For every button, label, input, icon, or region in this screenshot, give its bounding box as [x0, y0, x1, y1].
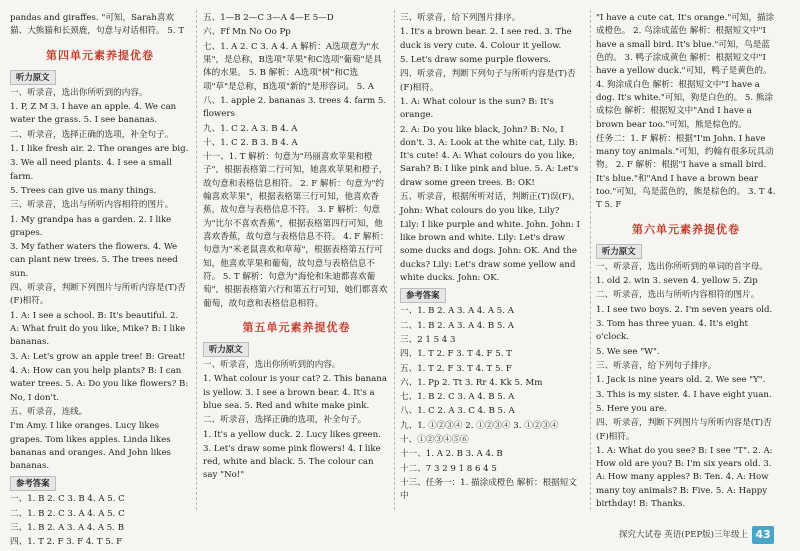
text-line: 二、听录音，选择正确的选项，补全句子。 [10, 129, 174, 140]
text-line: 3. This is my sister. 4. I have eight yuan. [596, 389, 772, 400]
text-line: 四、听录音，判断下列图片与所听内容是(T)否(F)相符。 [10, 283, 186, 307]
text-line: 四、听录音，判断下列句子与所听内容是(T)否(F)相符。 [400, 69, 576, 93]
text-line: 1. I like fresh air. 2. The oranges are big. [10, 143, 189, 154]
text-line: "I have a cute cat. It's orange."可知，描涂成橙色。 2. 鸟涂成蓝色 解析：根据短文中"I have a small bird. It's blue."可知，鸟是蓝色的。 3. 鸭子涂成黄色 解析：根据短文中"I have a yellow duck."可知，鸭子是黄色的。 4. 狗涂成白色 解析：根据短文中"I have a dog. It's white."可知，狗是白色的。 5. 熊涂成棕色 解析：根据短文中"And I have a brown bear too."可知，熊是棕色的。 [596, 13, 775, 130]
column-divider [590, 10, 591, 510]
text-line: 五、听录音，连线。 [10, 406, 88, 417]
answer-line: 十二、7 3 2 9 1 8 6 4 5 [400, 463, 497, 474]
answer-line: 七、1. B 2. C 3. A 4. B 5. A [400, 392, 515, 403]
text-line: 一、听录音，选出你所听到的内容。 [10, 87, 148, 98]
answer-line: 十、①②③④⑤⑥ [400, 435, 469, 446]
text-line: 八、1. apple 2. bananas 3. trees 4. farm 5. flowers [203, 95, 387, 120]
column-divider [196, 10, 197, 510]
text-line: 三、听录音，给下列句子排序。 [596, 360, 717, 371]
column-3 [400, 12, 580, 505]
text-line: 5. Trees can give us many things. [10, 185, 157, 196]
text-line: 1. A: What do you see? B: I see "T". 2. A: How old are you? B: I'm six years old. 3. A: How many apples? B: Ten. 4. A: How many toy animals? B: Five. 5. A: Happy birthday! B: Thanks. [596, 445, 773, 510]
text-line: 六、Ff Mn No Oo Pp [203, 27, 291, 38]
unit5-title: 第五单元素养提优卷 [242, 320, 351, 334]
text-line: 3. My father waters the flowers. 4. We can plant new trees. 5. The trees need sun. [10, 242, 178, 279]
footer-text: 探究大试卷 英语(PEP版)三年级上 [619, 530, 748, 540]
text-line: 3. A: Let's grow an apple tree! B: Great! [10, 351, 186, 362]
page-number: 43 [752, 526, 774, 544]
answer-line: 三、2 1 5 4 3 [400, 334, 456, 345]
answer-line: 八、1. C 2. A 3. C 4. B 5. A [400, 406, 515, 417]
answer-line: 一、1. B 2. A 3. A 4. A 5. A [400, 306, 514, 317]
answer-line: 二、1. B 2. C 3. A 4. A 5. C [10, 508, 125, 519]
listening-script-tag: 听力原文 [596, 244, 642, 259]
text-line: 二、听录音，选出与所听内容相符的图片。 [596, 290, 760, 301]
text-line: 三、听录音，选出与所听内容相符的图片。 [10, 200, 174, 211]
column-1 [10, 12, 190, 551]
text-line: 3. We all need plants. 4. I see a small farm. [10, 158, 172, 182]
text-line: 一、听录音，选出你所听到的内容。 [203, 359, 341, 370]
text-line: 二、听录音，选择正确的选项，补全句子。 [203, 415, 367, 426]
unit6-title: 第六单元素养提优卷 [632, 222, 740, 236]
text-line: 一、听录音，选出你所听到的单词的首字母。 [596, 261, 768, 272]
text-line: 三、听录音，给下列图片排序。 [400, 13, 521, 23]
column-divider [394, 10, 395, 510]
text-line: 任务二：1. F 解析：根据"I'm John. I have many toy animals."可知，约翰有很多玩具动物。 2. F 解析：根据"I have a small bird. It's blue."和"And I have a brown bear too."可知，鸟是蓝色的，熊是棕色的。 3. T 4. T 5. F [596, 133, 776, 211]
text-line: 1. Jack is nine years old. 2. We see "Y". [596, 375, 766, 386]
text-line: 十一、1. T 解析：句意为"玛丽喜欢苹果和橙子"，根据表格第二行可知，她喜欢苹果和橙子，故句意和表格信息相符。 2. F 解析：句意为"约翰喜欢苹果"，根据表格第三行可知，他喜欢香蕉，故句意与表格信息不符。 3. F 解析：句意为"比尔不喜欢香蕉"，根据表格第四行可知，他喜欢香蕉，故句意与表格信息不符。 4. F 解析：句意为"米老鼠喜欢和草莓"，根据表格第五行可知，他喜欢苹果和葡萄，故句意与表格信息不符。 5. T 解析：句意为"海伦和朱迪都喜欢葡萄"，根据表格第六行和第五行可知，她们都喜欢葡萄，故句意和表格信息相符。 [203, 152, 389, 309]
text-line: 四、听录音，判断下列图片与所听内容是(T)否(F)相符。 [596, 418, 772, 442]
answer-line: 四、1. T 2. F 3. T 4. F 5. T [400, 349, 512, 360]
text-line: 九、1. C 2. A 3. B 4. A [203, 123, 298, 134]
text-line: 4. A: How can you help plants? B: I can water trees. 5. A: Do you like flowers? B: No, I don't. [10, 365, 189, 403]
unit4-title: 第四单元素养提优卷 [46, 48, 154, 62]
text-line: 十、1. C 2. B 3. B 4. A [203, 137, 298, 148]
answer-line: 六、1. Pp 2. Tt 3. Rr 4. Kk 5. Mm [400, 377, 543, 388]
column-4 [596, 12, 776, 512]
text-line: 2. A: Do you like black, John? B: No, I don't. 3. A: Look at the white cat, Lily. B: It's cute! 4. A: What colours do you like, Sarah? B: I like pink and blue. 5. A: Let's draw some green trees. B: OK! [400, 124, 579, 188]
answer-key-tag: 参考答案 [400, 288, 446, 303]
answer-line: 二、1. B 2. A 3. A 4. B 5. A [400, 320, 515, 331]
text-line: 1. A: I see a school. B: It's beautiful. 2. A: What fruit do you like, Mike? B: I like bananas. [10, 310, 186, 348]
text-line: 1. old 2. win 3. seven 4. yellow 5. Zip [596, 276, 758, 287]
text-line: 1. A: What colour is the sun? B: It's orange. [400, 96, 554, 121]
answer-line: 四、1. T 2. F 3. F 4. T 5. F [10, 537, 123, 548]
text-line: 五、1—B 2—C 3—A 4—E 5—D [203, 13, 334, 23]
text-line: 1. I see two boys. 2. I'm seven years old. [596, 304, 773, 315]
text-line: 1. What colour is your cat? 2. This banana is yellow. 3. I see a brown bear. 4. It's a blue sea. 5. Red and white make pink. [203, 374, 387, 411]
text-line: pandas and giraffes. "可知，Sarah喜欢猫、大熊猫和长颈鹿，句意与对话相符。 5. T [10, 13, 185, 37]
answer-line: 十三、任务一：1. 描涂成橙色 解析：根据短文中 [400, 478, 577, 502]
text-line: I'm Amy. I like oranges. Lucy likes grapes. Tom likes apples. Linda likes bananas and oranges. And John likes bananas. [10, 421, 171, 472]
answer-line: 三、1. B 2. A 3. A 4. A 5. B [10, 523, 125, 534]
answer-key-tag: 参考答案 [10, 476, 56, 491]
text-line: 1. My grandpa has a garden. 2. I like grapes. [10, 214, 172, 238]
answer-line: 一、1. B 2. C 3. B 4. A 5. C [10, 494, 125, 505]
text-line: 1. P, Z M 3. I have an apple. 4. We can water the grass. 5. I see bananas. [10, 102, 177, 126]
text-line: 3. Tom has three yuan. 4. It's eight o'clock. [596, 319, 748, 343]
text-line: 5. We see "W". [596, 346, 660, 357]
answer-line: 五、1. T 2. F 3. T 4. T 5. F [400, 363, 512, 374]
column-2 [203, 12, 390, 484]
text-line: John: What colours do you like, Lily? Lily: I like purple and white. John. John: I like brown and white. Lily: Let's draw some ducks and dogs. John: OK. And the ducks? Lily: Let's draw some yellow and white ducks. John: OK. [400, 206, 580, 283]
text-line: 五、听录音，根据所听对话，判断正(T)误(F)。 [400, 192, 580, 203]
listening-script-tag: 听力原文 [203, 342, 249, 357]
listening-script-tag: 听力原文 [10, 70, 56, 85]
text-line: 七、1. A 2. C 3. A 4. A 解析：A选项意为"水果"，是总称，B选项"苹果"和C选项"葡萄"是具体的水果。 5. B 解析：A选项"树"和C选项"草"是总称，B选项"新的"是形容词。 5. A [203, 41, 382, 92]
text-line: 3. Let's draw some pink flowers! 4. I like red, white and black. 5. The colour can say "No!" [203, 443, 381, 481]
answer-line: 十一、1. A 2. B 3. A 4. B [400, 449, 503, 460]
answer-line: 九、1. ①②③④ 2. ①②③④ 3. ①②③④ [400, 420, 559, 431]
text-line: 5. Let's draw some purple flowers. [400, 54, 551, 65]
text-line: 1. It's a brown bear. 2. I see red. 3. The duck is very cute. 4. Colour it yellow. [400, 27, 572, 51]
text-line: 5. Here you are. [596, 403, 667, 414]
text-line: 1. It's a yellow duck. 2. Lucy likes green. [203, 429, 381, 440]
